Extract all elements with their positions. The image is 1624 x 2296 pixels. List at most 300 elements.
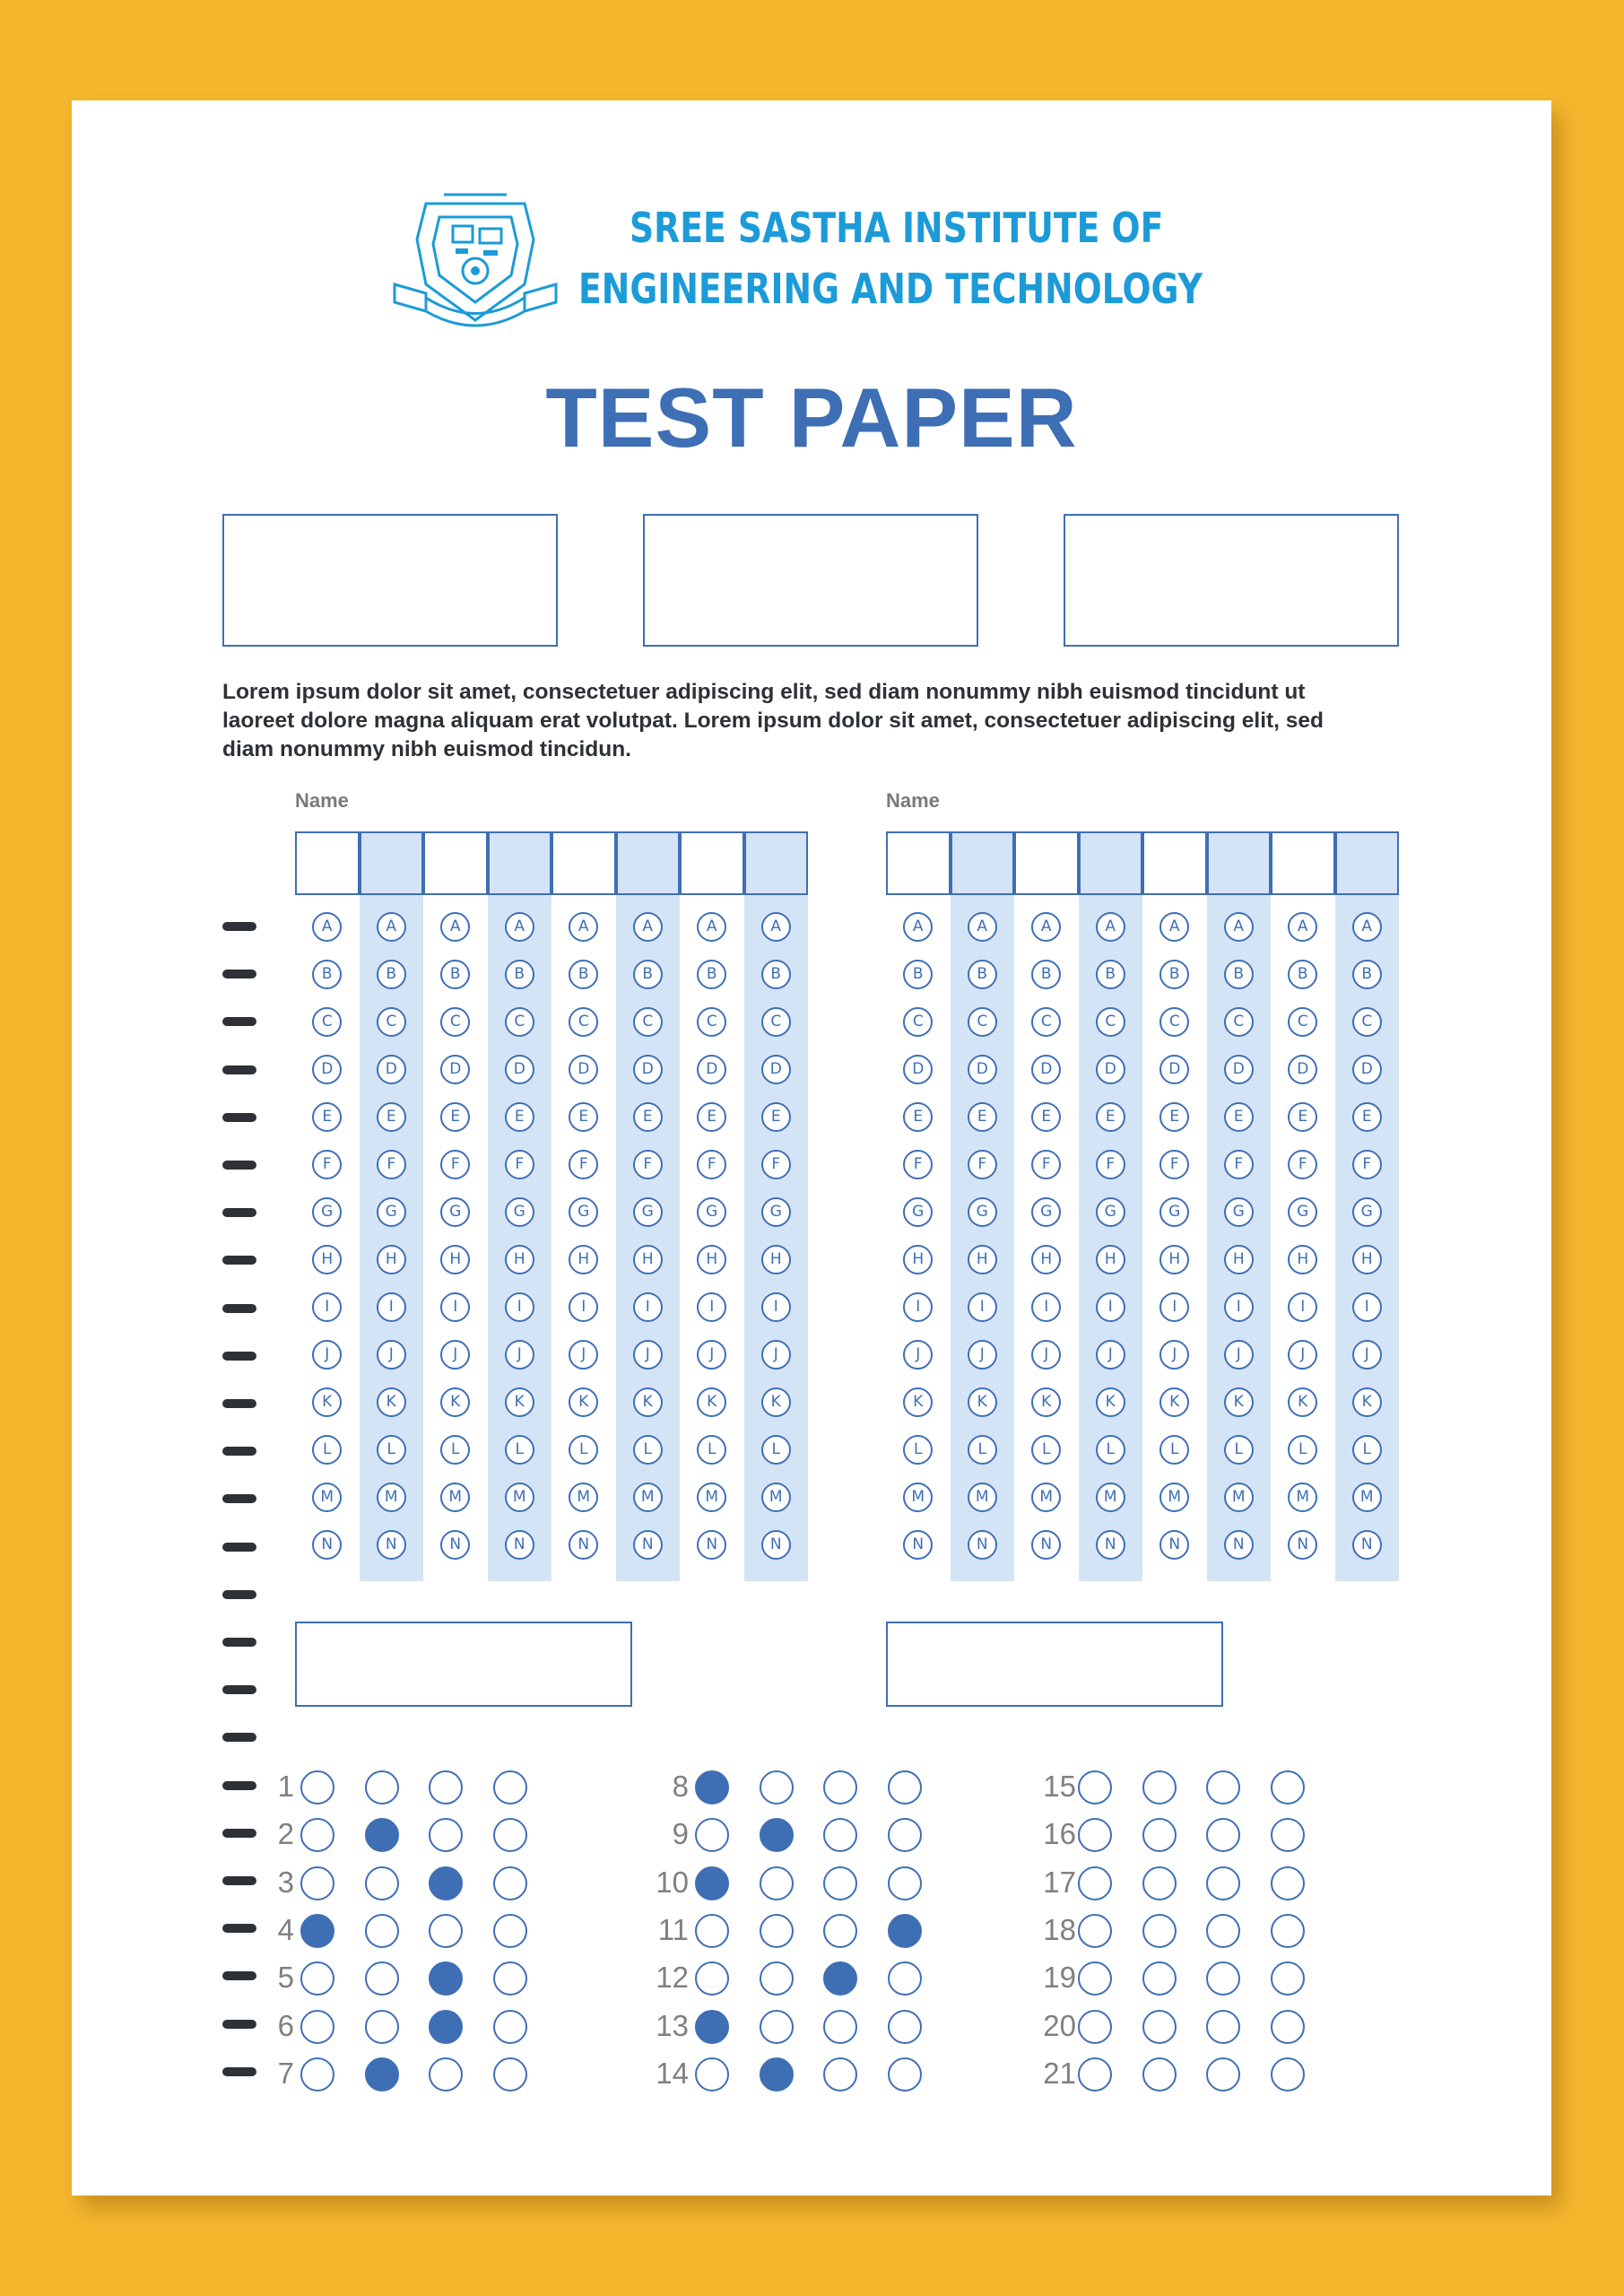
name-letter-cell[interactable] [551, 831, 616, 895]
answer-bubble[interactable] [823, 2057, 857, 2092]
letter-bubble[interactable]: D [505, 1055, 534, 1084]
letter-bubble[interactable]: L [968, 1435, 997, 1465]
letter-bubble[interactable]: I [633, 1292, 663, 1322]
letter-bubble[interactable]: D [1224, 1055, 1254, 1084]
letter-bubble[interactable]: H [505, 1245, 534, 1274]
answer-bubble[interactable] [695, 1770, 729, 1805]
letter-bubble[interactable]: N [377, 1530, 406, 1560]
letter-bubble[interactable]: F [761, 1150, 791, 1179]
letter-bubble[interactable]: J [1288, 1340, 1317, 1370]
letter-bubble[interactable]: F [968, 1150, 997, 1179]
letter-bubble[interactable]: J [903, 1340, 933, 1370]
letter-bubble[interactable]: K [633, 1387, 663, 1417]
letter-bubble[interactable]: L [1159, 1435, 1189, 1465]
letter-bubble[interactable]: D [968, 1055, 997, 1084]
letter-bubble[interactable]: F [697, 1150, 726, 1179]
letter-bubble[interactable]: N [312, 1530, 342, 1560]
name-letter-cell[interactable] [1335, 831, 1400, 895]
name-letter-cell[interactable] [1271, 831, 1335, 895]
answer-bubble[interactable] [888, 1770, 922, 1805]
answer-bubble[interactable] [1142, 1866, 1177, 1900]
letter-bubble[interactable]: C [1031, 1007, 1061, 1037]
letter-bubble[interactable]: H [1352, 1245, 1382, 1274]
letter-bubble[interactable]: B [968, 960, 997, 989]
letter-bubble[interactable]: D [1031, 1055, 1061, 1084]
letter-bubble[interactable]: J [1224, 1340, 1254, 1370]
letter-bubble[interactable]: K [312, 1387, 342, 1417]
letter-bubble[interactable]: I [903, 1292, 933, 1322]
letter-bubble[interactable]: F [1224, 1150, 1254, 1179]
letter-bubble[interactable]: M [440, 1483, 470, 1512]
letter-bubble[interactable]: B [505, 960, 534, 989]
letter-bubble[interactable]: I [761, 1292, 791, 1322]
letter-bubble[interactable]: F [1352, 1150, 1382, 1179]
answer-bubble[interactable] [760, 1914, 794, 1948]
answer-bubble[interactable] [888, 1961, 922, 1996]
answer-bubble[interactable] [1271, 1914, 1305, 1948]
letter-bubble[interactable]: H [377, 1245, 406, 1274]
name-letter-cell[interactable] [744, 831, 809, 895]
letter-bubble[interactable]: M [761, 1483, 791, 1512]
letter-bubble[interactable]: A [1096, 912, 1125, 942]
answer-bubble[interactable] [493, 2010, 527, 2044]
letter-bubble[interactable]: B [440, 960, 470, 989]
letter-bubble[interactable]: A [1159, 912, 1189, 942]
answer-bubble[interactable] [1078, 1914, 1112, 1948]
letter-bubble[interactable]: F [312, 1150, 342, 1179]
letter-bubble[interactable]: I [1224, 1292, 1254, 1322]
letter-bubble[interactable]: J [377, 1340, 406, 1370]
name-letter-cell[interactable] [488, 831, 552, 895]
letter-bubble[interactable]: K [903, 1387, 933, 1417]
letter-bubble[interactable]: E [761, 1102, 791, 1132]
answer-bubble[interactable] [365, 1818, 399, 1852]
letter-bubble[interactable]: N [697, 1530, 726, 1560]
letter-bubble[interactable]: A [440, 912, 470, 942]
answer-bubble[interactable] [1271, 2010, 1305, 2044]
name-letter-cell[interactable] [886, 831, 951, 895]
answer-bubble[interactable] [760, 1770, 794, 1805]
answer-bubble[interactable] [760, 1961, 794, 1996]
letter-bubble[interactable]: F [569, 1150, 598, 1179]
letter-bubble[interactable]: B [377, 960, 406, 989]
letter-bubble[interactable]: I [505, 1292, 534, 1322]
letter-bubble[interactable]: B [1352, 960, 1382, 989]
answer-bubble[interactable] [823, 2010, 857, 2044]
letter-bubble[interactable]: H [761, 1245, 791, 1274]
letter-bubble[interactable]: G [968, 1197, 997, 1227]
letter-bubble[interactable]: E [1288, 1102, 1317, 1132]
answer-bubble[interactable] [300, 2010, 334, 2044]
letter-bubble[interactable]: M [1224, 1483, 1254, 1512]
answer-bubble[interactable] [493, 1866, 527, 1900]
letter-bubble[interactable]: M [633, 1483, 663, 1512]
letter-bubble[interactable]: F [505, 1150, 534, 1179]
letter-bubble[interactable]: D [569, 1055, 598, 1084]
letter-bubble[interactable]: G [1096, 1197, 1125, 1227]
letter-bubble[interactable]: J [761, 1340, 791, 1370]
letter-bubble[interactable]: A [569, 912, 598, 942]
letter-bubble[interactable]: A [633, 912, 663, 942]
letter-bubble[interactable]: L [633, 1435, 663, 1465]
answer-bubble[interactable] [493, 2057, 527, 2092]
info-box-1[interactable] [222, 514, 558, 647]
letter-bubble[interactable]: N [1096, 1530, 1125, 1560]
letter-bubble[interactable]: B [569, 960, 598, 989]
name-letter-cell[interactable] [1079, 831, 1143, 895]
answer-bubble[interactable] [823, 1770, 857, 1805]
answer-bubble[interactable] [1142, 2010, 1177, 2044]
letter-bubble[interactable]: A [1288, 912, 1317, 942]
letter-bubble[interactable]: G [1159, 1197, 1189, 1227]
letter-bubble[interactable]: L [1224, 1435, 1254, 1465]
letter-bubble[interactable]: F [1159, 1150, 1189, 1179]
letter-bubble[interactable]: L [1031, 1435, 1061, 1465]
letter-bubble[interactable]: B [903, 960, 933, 989]
letter-bubble[interactable]: N [1224, 1530, 1254, 1560]
letter-bubble[interactable]: L [697, 1435, 726, 1465]
answer-bubble[interactable] [1078, 1770, 1112, 1805]
name-letter-cell[interactable] [1014, 831, 1079, 895]
letter-bubble[interactable]: A [968, 912, 997, 942]
answer-bubble[interactable] [1142, 2057, 1177, 2092]
letter-bubble[interactable]: E [1096, 1102, 1125, 1132]
answer-bubble[interactable] [300, 1914, 334, 1948]
letter-bubble[interactable]: F [377, 1150, 406, 1179]
letter-bubble[interactable]: H [1159, 1245, 1189, 1274]
letter-bubble[interactable]: C [377, 1007, 406, 1037]
answer-bubble[interactable] [823, 1961, 857, 1996]
letter-bubble[interactable]: I [440, 1292, 470, 1322]
letter-bubble[interactable]: I [1159, 1292, 1189, 1322]
answer-bubble[interactable] [888, 1914, 922, 1948]
letter-bubble[interactable]: C [697, 1007, 726, 1037]
answer-bubble[interactable] [1206, 1866, 1240, 1900]
letter-bubble[interactable]: D [903, 1055, 933, 1084]
letter-bubble[interactable]: C [1159, 1007, 1189, 1037]
letter-bubble[interactable]: G [440, 1197, 470, 1227]
name-letter-cell[interactable] [295, 831, 360, 895]
code-box-2[interactable] [886, 1622, 1223, 1707]
answer-bubble[interactable] [1142, 1818, 1177, 1852]
letter-bubble[interactable]: H [312, 1245, 342, 1274]
name-letter-cell[interactable] [423, 831, 488, 895]
answer-bubble[interactable] [429, 1866, 463, 1900]
letter-bubble[interactable]: D [1288, 1055, 1317, 1084]
letter-bubble[interactable]: H [569, 1245, 598, 1274]
answer-bubble[interactable] [695, 1866, 729, 1900]
answer-bubble[interactable] [365, 1961, 399, 1996]
letter-bubble[interactable]: J [1031, 1340, 1061, 1370]
letter-bubble[interactable]: C [440, 1007, 470, 1037]
letter-bubble[interactable]: A [1352, 912, 1382, 942]
letter-bubble[interactable]: H [903, 1245, 933, 1274]
answer-bubble[interactable] [365, 2057, 399, 2092]
letter-bubble[interactable]: K [505, 1387, 534, 1417]
answer-bubble[interactable] [429, 1818, 463, 1852]
letter-bubble[interactable]: B [1224, 960, 1254, 989]
letter-bubble[interactable]: A [1224, 912, 1254, 942]
letter-bubble[interactable]: C [761, 1007, 791, 1037]
letter-bubble[interactable]: B [761, 960, 791, 989]
letter-bubble[interactable]: F [1031, 1150, 1061, 1179]
letter-bubble[interactable]: K [377, 1387, 406, 1417]
letter-bubble[interactable]: C [1288, 1007, 1317, 1037]
info-box-3[interactable] [1064, 514, 1399, 647]
answer-bubble[interactable] [429, 1770, 463, 1805]
letter-bubble[interactable]: E [633, 1102, 663, 1132]
answer-bubble[interactable] [760, 2010, 794, 2044]
letter-bubble[interactable]: J [312, 1340, 342, 1370]
letter-bubble[interactable]: L [761, 1435, 791, 1465]
letter-bubble[interactable]: B [1288, 960, 1317, 989]
letter-bubble[interactable]: N [1159, 1530, 1189, 1560]
letter-bubble[interactable]: B [633, 960, 663, 989]
answer-bubble[interactable] [888, 2010, 922, 2044]
letter-bubble[interactable]: A [1031, 912, 1061, 942]
letter-bubble[interactable]: G [903, 1197, 933, 1227]
letter-bubble[interactable]: J [697, 1340, 726, 1370]
name-letter-cell[interactable] [360, 831, 424, 895]
letter-bubble[interactable]: M [697, 1483, 726, 1512]
letter-bubble[interactable]: I [377, 1292, 406, 1322]
letter-bubble[interactable]: K [1224, 1387, 1254, 1417]
letter-bubble[interactable]: J [968, 1340, 997, 1370]
answer-bubble[interactable] [1078, 1961, 1112, 1996]
answer-bubble[interactable] [1078, 1866, 1112, 1900]
letter-bubble[interactable]: N [1288, 1530, 1317, 1560]
letter-bubble[interactable]: E [697, 1102, 726, 1132]
name-letter-cell[interactable] [951, 831, 1015, 895]
letter-bubble[interactable]: F [903, 1150, 933, 1179]
letter-bubble[interactable]: J [440, 1340, 470, 1370]
letter-bubble[interactable]: B [1159, 960, 1189, 989]
letter-bubble[interactable]: M [1031, 1483, 1061, 1512]
answer-bubble[interactable] [493, 1818, 527, 1852]
letter-bubble[interactable]: M [1352, 1483, 1382, 1512]
answer-bubble[interactable] [1078, 1818, 1112, 1852]
letter-bubble[interactable]: E [569, 1102, 598, 1132]
letter-bubble[interactable]: D [1159, 1055, 1189, 1084]
letter-bubble[interactable]: A [697, 912, 726, 942]
letter-bubble[interactable]: G [569, 1197, 598, 1227]
letter-bubble[interactable]: D [312, 1055, 342, 1084]
answer-bubble[interactable] [493, 1770, 527, 1805]
letter-bubble[interactable]: N [1352, 1530, 1382, 1560]
letter-bubble[interactable]: G [1031, 1197, 1061, 1227]
letter-bubble[interactable]: F [440, 1150, 470, 1179]
letter-bubble[interactable]: N [633, 1530, 663, 1560]
letter-bubble[interactable]: C [968, 1007, 997, 1037]
answer-bubble[interactable] [695, 2010, 729, 2044]
answer-bubble[interactable] [695, 1818, 729, 1852]
answer-bubble[interactable] [300, 1866, 334, 1900]
answer-bubble[interactable] [365, 2010, 399, 2044]
letter-bubble[interactable]: B [697, 960, 726, 989]
letter-bubble[interactable]: L [1096, 1435, 1125, 1465]
letter-bubble[interactable]: D [697, 1055, 726, 1084]
letter-bubble[interactable]: I [569, 1292, 598, 1322]
letter-bubble[interactable]: E [903, 1102, 933, 1132]
letter-bubble[interactable]: K [1031, 1387, 1061, 1417]
letter-bubble[interactable]: E [1224, 1102, 1254, 1132]
answer-bubble[interactable] [1271, 1770, 1305, 1805]
answer-bubble[interactable] [1078, 2010, 1112, 2044]
answer-bubble[interactable] [888, 1818, 922, 1852]
letter-bubble[interactable]: J [569, 1340, 598, 1370]
letter-bubble[interactable]: M [968, 1483, 997, 1512]
letter-bubble[interactable]: I [312, 1292, 342, 1322]
letter-bubble[interactable]: J [1352, 1340, 1382, 1370]
answer-bubble[interactable] [823, 1866, 857, 1900]
letter-bubble[interactable]: A [312, 912, 342, 942]
letter-bubble[interactable]: L [440, 1435, 470, 1465]
name-letter-cell[interactable] [1142, 831, 1207, 895]
letter-bubble[interactable]: G [505, 1197, 534, 1227]
letter-bubble[interactable]: D [1096, 1055, 1125, 1084]
answer-bubble[interactable] [300, 1961, 334, 1996]
letter-bubble[interactable]: G [377, 1197, 406, 1227]
letter-bubble[interactable]: J [633, 1340, 663, 1370]
letter-bubble[interactable]: L [569, 1435, 598, 1465]
letter-bubble[interactable]: C [312, 1007, 342, 1037]
answer-bubble[interactable] [365, 1770, 399, 1805]
name-letter-cell[interactable] [1207, 831, 1272, 895]
letter-bubble[interactable]: A [903, 912, 933, 942]
answer-bubble[interactable] [1206, 1961, 1240, 1996]
answer-bubble[interactable] [695, 2057, 729, 2092]
letter-bubble[interactable]: K [569, 1387, 598, 1417]
letter-bubble[interactable]: D [1352, 1055, 1382, 1084]
info-box-2[interactable] [643, 514, 978, 647]
answer-bubble[interactable] [429, 2010, 463, 2044]
answer-bubble[interactable] [1206, 1818, 1240, 1852]
letter-bubble[interactable]: C [903, 1007, 933, 1037]
answer-bubble[interactable] [823, 1818, 857, 1852]
answer-bubble[interactable] [493, 1961, 527, 1996]
letter-bubble[interactable]: L [903, 1435, 933, 1465]
letter-bubble[interactable]: I [697, 1292, 726, 1322]
letter-bubble[interactable]: G [633, 1197, 663, 1227]
letter-bubble[interactable]: N [569, 1530, 598, 1560]
answer-bubble[interactable] [760, 1818, 794, 1852]
letter-bubble[interactable]: K [1288, 1387, 1317, 1417]
letter-bubble[interactable]: D [633, 1055, 663, 1084]
answer-bubble[interactable] [429, 1914, 463, 1948]
letter-bubble[interactable]: G [1352, 1197, 1382, 1227]
answer-bubble[interactable] [300, 2057, 334, 2092]
letter-bubble[interactable]: I [968, 1292, 997, 1322]
letter-bubble[interactable]: A [377, 912, 406, 942]
letter-bubble[interactable]: H [1224, 1245, 1254, 1274]
letter-bubble[interactable]: D [440, 1055, 470, 1084]
letter-bubble[interactable]: C [1352, 1007, 1382, 1037]
letter-bubble[interactable]: E [1159, 1102, 1189, 1132]
answer-bubble[interactable] [1142, 1914, 1177, 1948]
letter-bubble[interactable]: C [569, 1007, 598, 1037]
letter-bubble[interactable]: M [505, 1483, 534, 1512]
letter-bubble[interactable]: B [1031, 960, 1061, 989]
answer-bubble[interactable] [695, 1961, 729, 1996]
letter-bubble[interactable]: K [761, 1387, 791, 1417]
letter-bubble[interactable]: N [968, 1530, 997, 1560]
letter-bubble[interactable]: A [505, 912, 534, 942]
answer-bubble[interactable] [429, 1961, 463, 1996]
answer-bubble[interactable] [365, 1914, 399, 1948]
letter-bubble[interactable]: N [761, 1530, 791, 1560]
letter-bubble[interactable]: A [761, 912, 791, 942]
letter-bubble[interactable]: F [1096, 1150, 1125, 1179]
answer-bubble[interactable] [1271, 1961, 1305, 1996]
letter-bubble[interactable]: N [903, 1530, 933, 1560]
answer-bubble[interactable] [823, 1914, 857, 1948]
letter-bubble[interactable]: C [1224, 1007, 1254, 1037]
letter-bubble[interactable]: L [377, 1435, 406, 1465]
letter-bubble[interactable]: F [633, 1150, 663, 1179]
letter-bubble[interactable]: F [1288, 1150, 1317, 1179]
answer-bubble[interactable] [1078, 2057, 1112, 2092]
letter-bubble[interactable]: M [1159, 1483, 1189, 1512]
letter-bubble[interactable]: L [1288, 1435, 1317, 1465]
letter-bubble[interactable]: H [697, 1245, 726, 1274]
letter-bubble[interactable]: I [1031, 1292, 1061, 1322]
letter-bubble[interactable]: E [1352, 1102, 1382, 1132]
answer-bubble[interactable] [888, 2057, 922, 2092]
letter-bubble[interactable]: D [377, 1055, 406, 1084]
answer-bubble[interactable] [1142, 1961, 1177, 1996]
letter-bubble[interactable]: H [1096, 1245, 1125, 1274]
answer-bubble[interactable] [1206, 2010, 1240, 2044]
letter-bubble[interactable]: H [1031, 1245, 1061, 1274]
answer-bubble[interactable] [1271, 1818, 1305, 1852]
letter-bubble[interactable]: D [761, 1055, 791, 1084]
answer-bubble[interactable] [429, 2057, 463, 2092]
letter-bubble[interactable]: N [505, 1530, 534, 1560]
letter-bubble[interactable]: K [1159, 1387, 1189, 1417]
letter-bubble[interactable]: E [1031, 1102, 1061, 1132]
answer-bubble[interactable] [760, 1866, 794, 1900]
letter-bubble[interactable]: C [633, 1007, 663, 1037]
letter-bubble[interactable]: G [761, 1197, 791, 1227]
letter-bubble[interactable]: G [1288, 1197, 1317, 1227]
letter-bubble[interactable]: E [440, 1102, 470, 1132]
name-letter-cell[interactable] [680, 831, 744, 895]
letter-bubble[interactable]: I [1096, 1292, 1125, 1322]
answer-bubble[interactable] [1206, 1770, 1240, 1805]
letter-bubble[interactable]: H [968, 1245, 997, 1274]
letter-bubble[interactable]: M [1096, 1483, 1125, 1512]
letter-bubble[interactable]: K [1096, 1387, 1125, 1417]
answer-bubble[interactable] [695, 1914, 729, 1948]
letter-bubble[interactable]: E [505, 1102, 534, 1132]
letter-bubble[interactable]: C [505, 1007, 534, 1037]
answer-bubble[interactable] [760, 2057, 794, 2092]
letter-bubble[interactable]: J [1159, 1340, 1189, 1370]
code-box-1[interactable] [295, 1622, 632, 1707]
letter-bubble[interactable]: I [1288, 1292, 1317, 1322]
letter-bubble[interactable]: H [633, 1245, 663, 1274]
letter-bubble[interactable]: B [1096, 960, 1125, 989]
letter-bubble[interactable]: N [1031, 1530, 1061, 1560]
letter-bubble[interactable]: N [440, 1530, 470, 1560]
letter-bubble[interactable]: J [1096, 1340, 1125, 1370]
letter-bubble[interactable]: G [312, 1197, 342, 1227]
letter-bubble[interactable]: E [968, 1102, 997, 1132]
letter-bubble[interactable]: L [1352, 1435, 1382, 1465]
letter-bubble[interactable]: M [377, 1483, 406, 1512]
letter-bubble[interactable]: G [697, 1197, 726, 1227]
answer-bubble[interactable] [1271, 2057, 1305, 2092]
